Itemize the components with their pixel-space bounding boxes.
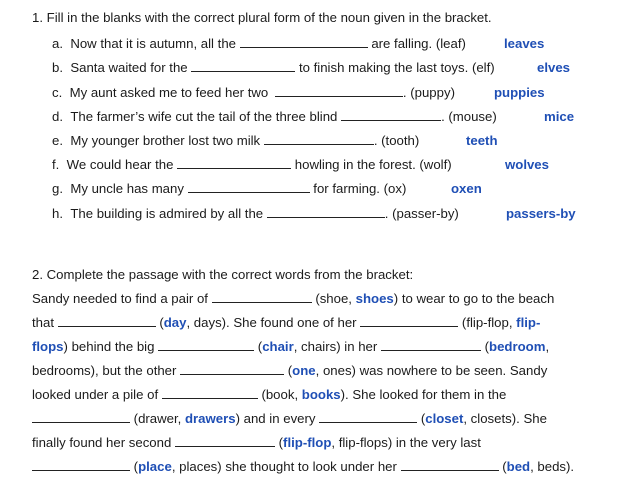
passage-answer: closet <box>425 411 464 426</box>
passage-text: (shoe, <box>315 291 352 306</box>
passage-text: ( <box>159 315 164 330</box>
passage-blank[interactable] <box>360 315 458 327</box>
item-letter: g. <box>52 181 63 196</box>
q1-item-a <box>52 36 466 52</box>
passage-text: bedrooms), but the other <box>32 363 177 378</box>
answer-blank[interactable] <box>177 157 291 169</box>
answer-blank[interactable] <box>264 133 374 145</box>
item-letter: h. <box>52 206 63 221</box>
passage-answer: books <box>301 387 341 402</box>
q1-item-c <box>52 85 455 101</box>
q1-item-g <box>52 181 406 197</box>
passage-text: finally found her second <box>32 435 172 450</box>
answer-blank[interactable] <box>188 181 310 193</box>
item-text-after: . (passer-by) <box>384 206 459 221</box>
passage-line-2 <box>32 315 540 331</box>
item-letter: e. <box>52 133 63 148</box>
passage-line-5 <box>32 387 506 403</box>
passage-answer: shoes <box>355 291 394 306</box>
passage-text: ( <box>420 411 426 426</box>
passage-line-1 <box>32 291 554 307</box>
passage-answer: flip- <box>516 315 541 330</box>
passage-blank[interactable] <box>162 387 258 399</box>
passage-text: , places) she thought to look under her <box>171 459 397 474</box>
passage-text: ( <box>278 435 284 450</box>
passage-text: , beds). <box>530 459 575 474</box>
passage-text: , days). She found one of her <box>186 315 357 330</box>
passage-text: ( <box>484 339 490 354</box>
answer-f: wolves <box>505 157 549 172</box>
item-text-before: My aunt asked me to feed her two <box>69 85 269 100</box>
passage-line-7 <box>32 435 481 451</box>
passage-text: ) behind the big <box>63 339 155 354</box>
passage-answer: bed <box>506 459 531 474</box>
passage-blank[interactable] <box>319 411 417 423</box>
item-text-before: My younger brother lost two milk <box>70 133 261 148</box>
item-text-after: . (puppy) <box>402 85 455 100</box>
passage-text: ( <box>287 363 293 378</box>
passage-blank[interactable] <box>32 411 130 423</box>
item-text-after: for farming. (ox) <box>313 181 407 196</box>
passage-answer: day <box>163 315 187 330</box>
item-text-after: . (mouse) <box>441 109 497 124</box>
item-text-after: . (tooth) <box>373 133 420 148</box>
answer-e: teeth <box>466 133 498 148</box>
item-letter: f. <box>52 157 60 172</box>
answer-h: passers-by <box>506 206 576 221</box>
passage-text: ( <box>502 459 507 474</box>
passage-blank[interactable] <box>212 291 312 303</box>
passage-line-4 <box>32 363 547 379</box>
passage-text: (drawer, <box>133 411 182 426</box>
q1-item-b <box>52 60 495 76</box>
passage-text: ( <box>257 339 263 354</box>
passage-answer: chair <box>262 339 294 354</box>
q1-item-f <box>52 157 452 173</box>
answer-blank[interactable] <box>267 206 385 218</box>
passage-blank[interactable] <box>175 435 275 447</box>
q1-item-e <box>52 133 419 149</box>
item-text-before: The building is admired by all the <box>70 206 264 221</box>
answer-blank[interactable] <box>275 85 403 97</box>
item-text-before: Santa waited for the <box>70 60 188 75</box>
item-letter: c. <box>52 85 63 100</box>
passage-answer: drawers <box>184 411 236 426</box>
answer-g: oxen <box>451 181 482 196</box>
passage-answer: one <box>292 363 316 378</box>
passage-text: (book, <box>261 387 299 402</box>
item-letter: b. <box>52 60 63 75</box>
item-text-after: howling in the forest. (wolf) <box>294 157 452 172</box>
passage-text: , ones) was nowhere to be seen. Sandy <box>315 363 548 378</box>
item-text-after: to finish making the last toys. (elf) <box>298 60 495 75</box>
passage-blank[interactable] <box>32 459 130 471</box>
passage-text: ). She looked for them in the <box>340 387 507 402</box>
passage-text: (flip-flop, <box>461 315 513 330</box>
passage-text: , flip-flops) in the very last <box>331 435 481 450</box>
passage-line-6 <box>32 411 547 427</box>
passage-answer: place <box>138 459 172 474</box>
item-text-before: Now that it is autumn, all the <box>70 36 236 51</box>
passage-blank[interactable] <box>381 339 481 351</box>
passage-blank[interactable] <box>158 339 254 351</box>
passage-text: that <box>32 315 54 330</box>
passage-text: ) and in every <box>235 411 316 426</box>
passage-blank[interactable] <box>58 315 156 327</box>
item-text-before: The farmer’s wife cut the tail of the three blind <box>70 109 338 124</box>
answer-a: leaves <box>504 36 545 51</box>
passage-answer: flops <box>32 339 64 354</box>
passage-text: Sandy needed to find a pair of <box>32 291 208 306</box>
item-text-after: are falling. (leaf) <box>371 36 466 51</box>
passage-text: , closets). She <box>463 411 547 426</box>
item-text-before: We could hear the <box>66 157 174 172</box>
passage-text: ) to wear to go to the beach <box>393 291 555 306</box>
item-letter: d. <box>52 109 63 124</box>
passage-text: ( <box>133 459 139 474</box>
passage-line-8 <box>32 459 574 475</box>
q1-item-d <box>52 109 497 125</box>
answer-b: elves <box>537 60 571 75</box>
q1-heading: 1. Fill in the blanks with the correct plural form of the noun given in the bracket. <box>32 10 492 25</box>
passage-text: , <box>545 339 550 354</box>
q1-item-h <box>52 206 459 222</box>
q2-heading: 2. Complete the passage with the correct words from the bracket: <box>32 267 414 282</box>
passage-answer: flip-flop <box>283 435 332 450</box>
passage-line-3 <box>32 339 549 355</box>
answer-d: mice <box>544 109 575 124</box>
answer-c: puppies <box>494 85 545 100</box>
passage-text: , chairs) in her <box>293 339 378 354</box>
passage-blank[interactable] <box>180 363 284 375</box>
item-text-before: My uncle has many <box>70 181 184 196</box>
answer-blank[interactable] <box>191 60 295 72</box>
answer-blank[interactable] <box>341 109 441 121</box>
item-letter: a. <box>52 36 63 51</box>
passage-blank[interactable] <box>401 459 499 471</box>
answer-blank[interactable] <box>240 36 368 48</box>
passage-answer: bedroom <box>489 339 546 354</box>
passage-text: looked under a pile of <box>32 387 159 402</box>
